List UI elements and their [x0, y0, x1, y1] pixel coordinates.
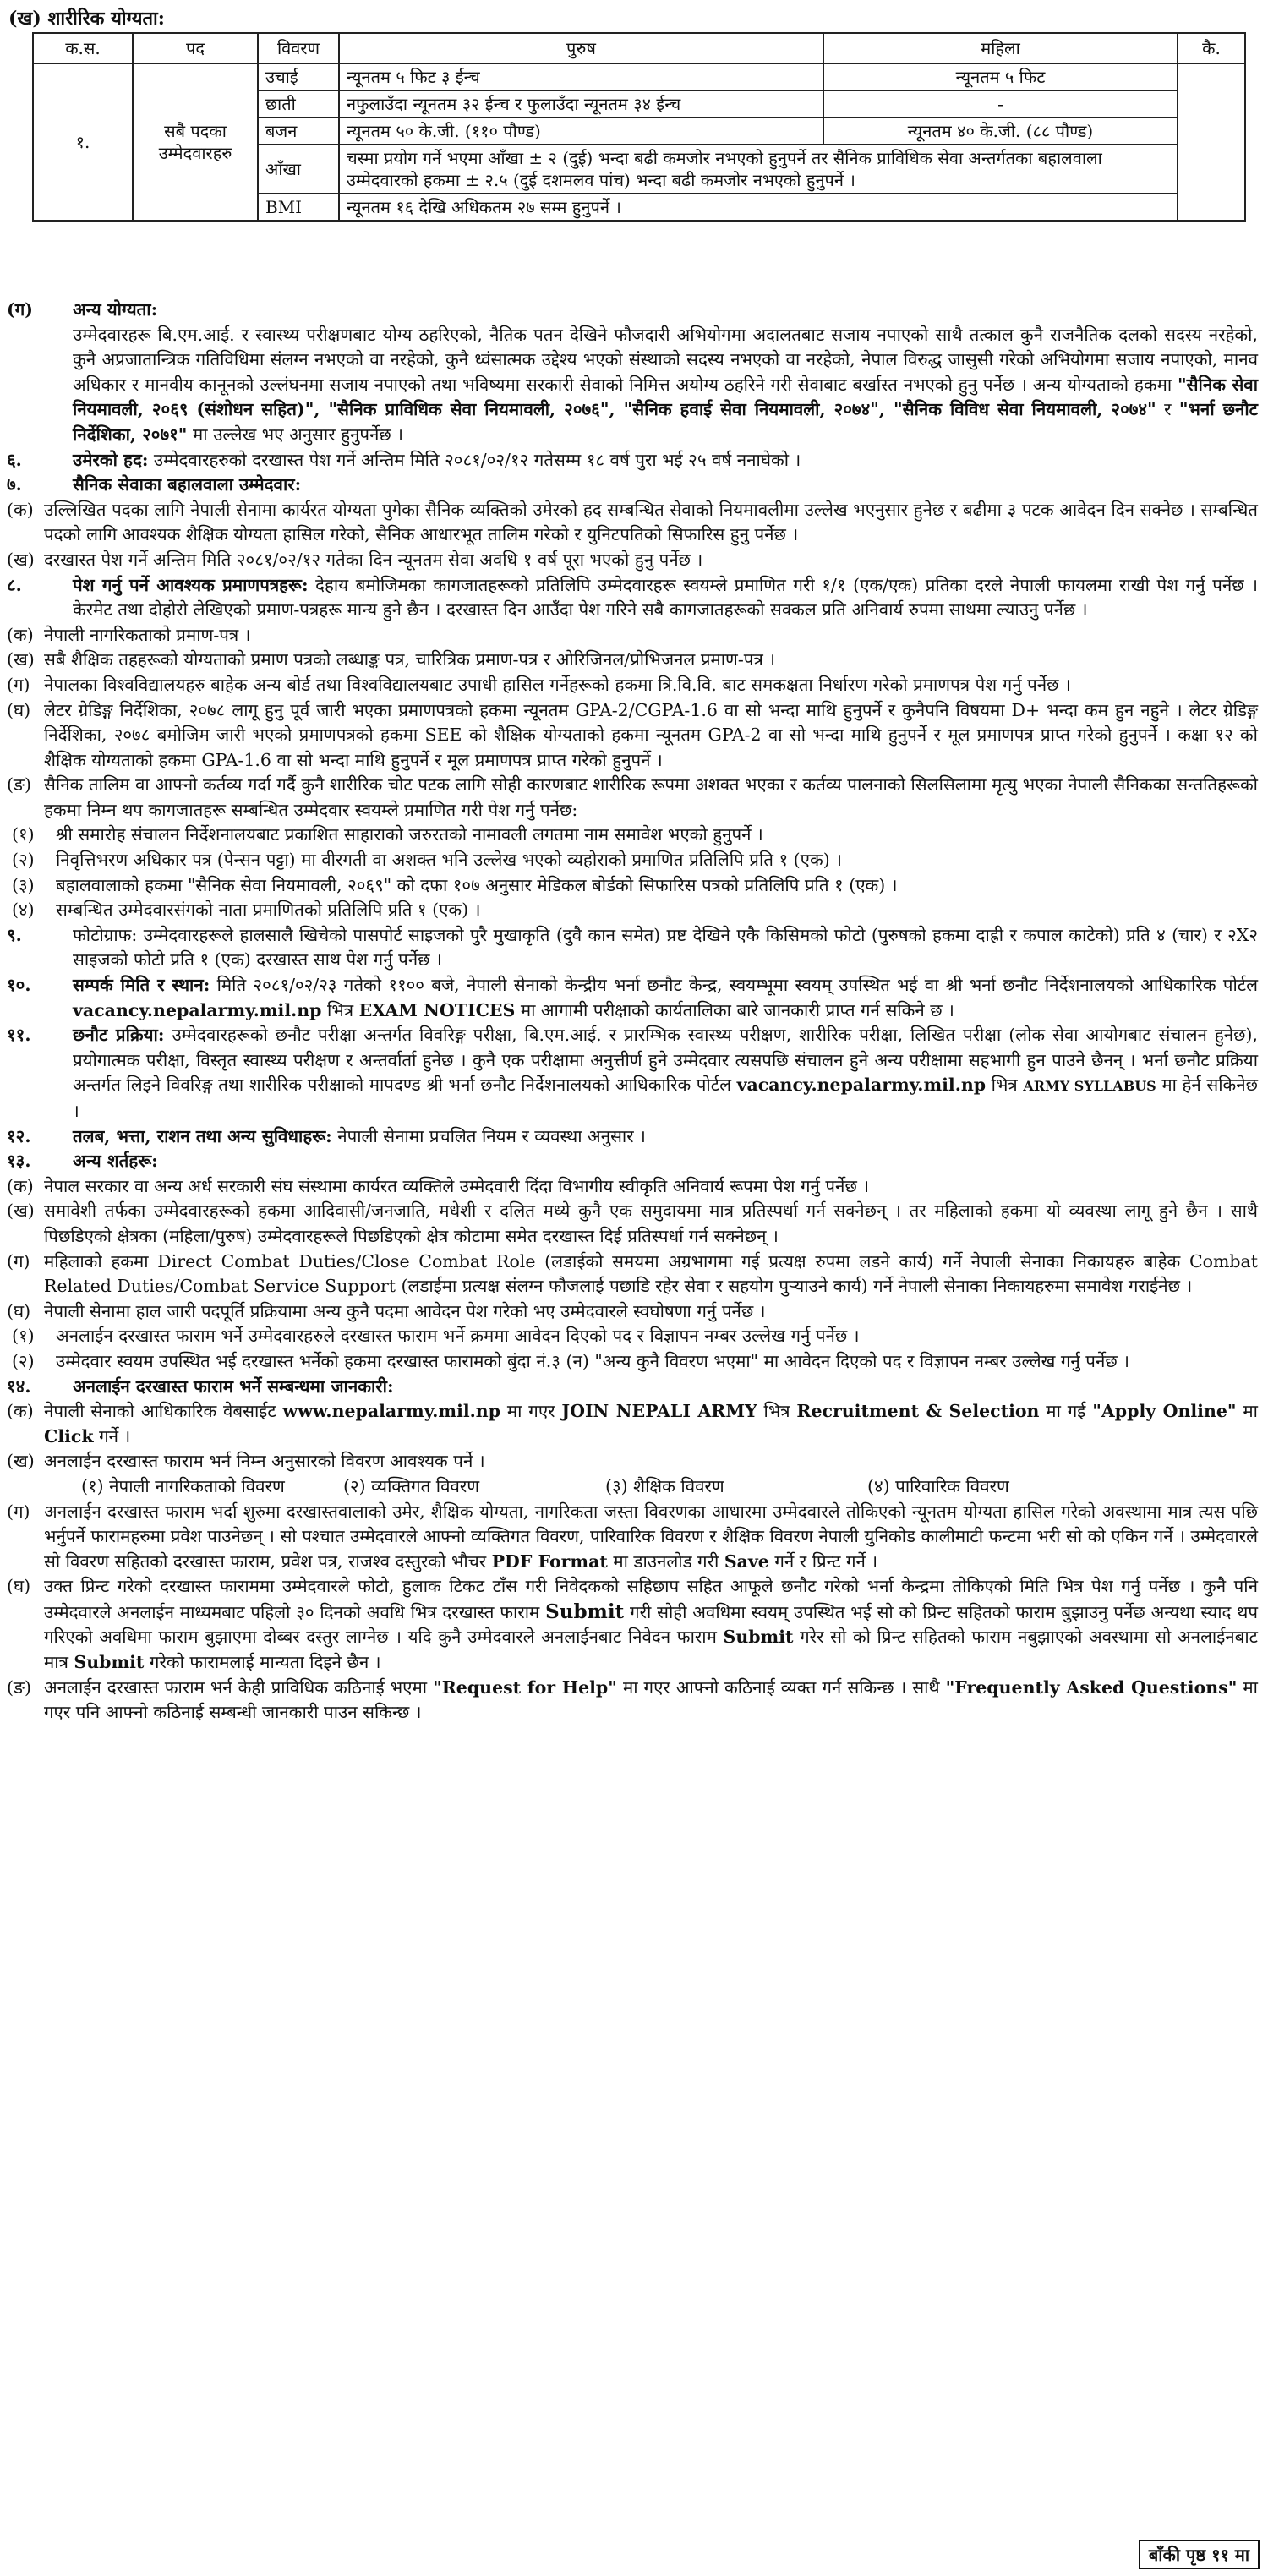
item-label: (१) [12, 1326, 35, 1347]
paragraph-text: भित्र [757, 1401, 797, 1422]
section-heading: अन्य योग्यता: [73, 299, 158, 320]
table-header-row [33, 33, 1245, 63]
paragraph-text: मिति २०८१/०२/२३ गतेको ११०० बजे, नेपाली सेनाको केन्द्रीय भर्ना छनौट केन्द्र, स्वयम्भूमा स्वयम् उपस्थित भई वा श्री भर्ना छनौट निर्देशनालयको आधिकारिक पोर्टल [210, 975, 1259, 996]
notice-body [0, 298, 1268, 1726]
list-item [0, 673, 1268, 698]
section-text: फोटोग्राफ: उम्मेदवारहरूले हालसालै खिचेको पासपोर्ट साइजको पुरै मुखाकृति (दुवै कान समेत) प्रष्ट देखिने एकै किसिमको फोटो (पुरुषको हकमा दाह्री र कपाल काटेको) प्रति ४ (चार) र २X२ साइजको फोटो प्रति १ (एक) दरखास्त साथ पेश गर्नु पर्नेछ । [73, 924, 1258, 971]
item-text: अनलाईन दरखास्त फाराम भर्न निम्न अनुसारको विवरण आवश्यक पर्ने । [44, 1451, 485, 1472]
item-text: दरखास्त पेश गर्ने अन्तिम मिति २०८१/०२/१२ गतेका दिन न्यूनतम सेवा अवधि १ वर्ष पूरा भएको हुनु पर्नेछ । [44, 549, 703, 570]
section-text [73, 1124, 1268, 1150]
paragraph-text: मा उल्लेख भए अनुसार हुनुपर्नेछ । [187, 424, 404, 445]
list-item [0, 548, 1268, 573]
item-label: (३) [12, 874, 35, 895]
item-label: (क) [7, 499, 34, 520]
bold-text: JOIN NEPALI ARMY [561, 1401, 757, 1422]
item-text: उम्मेदवार स्वयम उपस्थित भई दरखास्त भर्नेको हकमा दरखास्त फारामको बुंदा नं.३ (न) "अन्य कुनै विवरण भएमा" मा आवेदन दिएको पद र विज्ञापन नम्बर उल्लेख गर्नु पर्नेछ । [56, 1350, 1129, 1371]
list-item [0, 623, 1268, 648]
col-header-post: पद [133, 33, 258, 63]
cell-chest-female: - [823, 90, 1178, 118]
list-item: (२) व्यक्तिगत विवरण [343, 1475, 480, 1496]
item-text: नेपालका विश्वविद्यालयहरु बाहेक अन्य बोर्ड तथा विश्वविद्यालयबाट उपाधी हासिल गर्नेहरूको हकमा त्रि.वि.वि. बाट समकक्षता निर्धारण गरेको प्रमाणपत्र पेश गर्नु पर्नेछ । [44, 674, 1071, 695]
bold-text: Recruitment & Selection [796, 1401, 1040, 1422]
bold-text: Submit [723, 1627, 794, 1648]
cell-sn: १. [33, 63, 133, 221]
table-row [33, 63, 1245, 90]
section-photograph [0, 923, 1268, 973]
section-age-limit [0, 448, 1268, 473]
item-label: (क) [7, 1401, 34, 1422]
list-item [0, 1500, 1268, 1575]
section-number: १४. [7, 1376, 31, 1397]
section-other-qualification [0, 298, 1268, 448]
item-text: नेपाली नागरिकताको प्रमाण-पत्र । [44, 624, 251, 645]
cell-bmi-text: न्यूनतम १६ देखि अधिकतम २७ सम्म हुनुपर्ने । [339, 194, 1178, 221]
paragraph-text: र [1156, 399, 1179, 420]
col-header-sn: क.स. [33, 33, 133, 63]
section-heading: अनलाईन दरखास्त फाराम भर्ने सम्बन्धमा जानकारी: [73, 1376, 394, 1397]
bold-text: Click [44, 1425, 94, 1447]
paragraph-text: मा [1236, 1401, 1258, 1422]
section-salary [0, 1124, 1268, 1150]
paragraph-text: गरी सोही अवधिमा स्वयम् उपस्थित भई सो को प्रिन्ट सहितको फाराम बुझाउनु पर्नेछ अन्यथा स्याद थप गरिएको अवधिमा फाराम बुझाएमा दोब्बर दस्तुर लाग्नेछ । यदि कुनै उम्मेदवारले अनलाईनबाट निवेदन फाराम [44, 1601, 1258, 1648]
portal-link[interactable]: vacancy.nepalarmy.mil.np [73, 999, 322, 1020]
col-header-remarks: कै. [1178, 33, 1245, 63]
list-item [0, 698, 1268, 774]
section-heading: सैनिक सेवाका बहालवाला उम्मेदवार: [73, 474, 302, 495]
paragraph-text: भित्र [986, 1075, 1024, 1096]
item-text: सम्बन्धित उम्मेदवारसंगको नाता प्रमाणितको प्रतिलिपि प्रति १ (एक) । [56, 900, 481, 921]
item-label: (ग) [7, 674, 30, 695]
bold-text: "Request for Help" [433, 1676, 617, 1698]
section-required-documents [0, 573, 1268, 623]
list-item [0, 1199, 1268, 1249]
paragraph-text: मा हेर्न सकिनेछ । [73, 1075, 1258, 1121]
cell-eye-text: चस्मा प्रयोग गर्ने भएमा आँखा ± २ (दुई) भन्दा बढी कमजोर नभएको हुनुपर्ने तर सैनिक प्राविधिक सेवा अन्तर्गतका बहालवाला उम्मेदवारको हकमा ± २.५ (दुई दशमलव पांच) भन्दा बढी कमजोर नभएको हुनुपर्ने । [339, 145, 1178, 194]
list-item [0, 773, 1268, 823]
item-label: (२) [12, 850, 35, 871]
item-text: अनलाईन दरखास्त फाराम भर्ने उम्मेदवारहरुले दरखास्त फाराम भर्ने क्रममा आवेदन दिएको पद र विज्ञापन नम्बर उल्लेख गर्नु पर्नेछ । [56, 1326, 860, 1347]
bold-text: Submit [74, 1652, 145, 1673]
paragraph-text: नेपाली सेनामा प्रचलित नियम र व्यवस्था अनुसार । [331, 1125, 646, 1146]
item-label: (ख) [7, 1451, 35, 1472]
section-number: ७. [7, 474, 22, 495]
paragraph-text: देहाय बमोजिमका कागजातहरूको प्रतिलिपि उम्मेदवारहरू स्वयम्ले प्रमाणित गरी १/१ (एक/एक) प्रतिका दरले नेपाली फायलमा राखी पेश गर्नु पर्नेछ । केरमेट तथा दोहोरो लेखिएको प्रमाण-पत्रहरू मान्य हुने छैन । दरखास्त दिन आउँदा पेश गरिने सबै कागजातहरूको सक्कल प्रति अनिवार्य रुपमा साथमा ल्याउनु पर्नेछ । [73, 574, 1258, 621]
section-number: ९. [7, 924, 22, 945]
paragraph-text: मा डाउनलोड गरी [607, 1551, 724, 1572]
item-text [44, 1500, 1268, 1575]
paragraph-text: गर्ने । [93, 1425, 131, 1447]
sub-list-item [0, 1349, 1268, 1375]
cell-remarks [1178, 63, 1245, 221]
bold-text: EXAM NOTICES [358, 999, 516, 1020]
item-label: (२) [12, 1350, 35, 1371]
section-number: १३. [7, 1151, 31, 1172]
item-label: (क) [7, 624, 34, 645]
cell-height-female: न्यूनतम ५ फिट [823, 63, 1178, 90]
portal-link[interactable]: vacancy.nepalarmy.mil.np [736, 1075, 987, 1096]
section-heading: अन्य शर्तहरू: [73, 1151, 158, 1172]
section-title-physical: (ख) शारीरिक योग्यता: [8, 8, 165, 30]
item-text: निवृत्तिभरण अधिकार पत्र (पेन्सन पट्टा) मा वीरगती वा अशक्त भनि उल्लेख भएको व्यहोराको प्रमाणित प्रतिलिपि प्रति १ (एक) । [56, 850, 843, 871]
sub-list-item [0, 848, 1268, 873]
section-text [73, 573, 1268, 623]
section-text [73, 448, 1268, 473]
item-text: बहालवालाको हकमा "सैनिक सेवा नियमावली, २०६९" को दफा १०७ अनुसार मेडिकल बोर्डको सिफारिस पत्रको प्रतिलिपि प्रति १ (एक) । [56, 874, 898, 895]
section-label: (ग) [7, 299, 33, 320]
item-text: सबै शैक्षिक तहहरूको योग्यताको प्रमाण पत्रको लब्धाङ्क पत्र, चारित्रिक प्रमाण-पत्र र ओरिजिनल/प्रोभिजनल प्रमाण-पत्र । [44, 649, 776, 670]
item-text: नेपाल सरकार वा अन्य अर्ध सरकारी संघ संस्थामा कार्यरत व्यक्तिले उम्मेदवारी दिंदा विभागीय स्वीकृति अनिवार्य रूपमा पेश गर्नु पर्नेछ । [44, 1175, 870, 1196]
section-number: १०. [7, 975, 31, 996]
bold-text: ARMY SYLLABUS [1023, 1078, 1156, 1095]
paragraph-text: उक्त प्रिन्ट गरेको दरखास्त फाराममा उम्मेदवारले फोटो, हुलाक टिकट टाँस गरी निवेदकको सहिछाप सहित आफूले छनौट गरेको भर्ना केन्द्रमा तोकिएको मिति भित्र पेश गर्नु पर्नेछ । कुनै पनि उम्मेदवारले अनलाईन माध्यमबाट पहिलो ३० दिनको अवधि भित्र दरखास्त फाराम [44, 1576, 1258, 1622]
item-label: (१) [12, 824, 35, 845]
section-heading: छनौट प्रक्रिया: [73, 1025, 165, 1046]
cell-weight-male: न्यूनतम ५० के.जी. (११० पौण्ड) [339, 118, 823, 145]
section-selection-process [0, 1023, 1268, 1124]
item-label: (ख) [7, 1200, 35, 1222]
list-item: (१) नेपाली नागरिकताको विवरण [81, 1475, 285, 1496]
list-item: (४) पारिवारिक विवरण [867, 1475, 1009, 1496]
cell-height-label: उचाई [258, 63, 339, 90]
item-label: (ख) [7, 649, 35, 670]
cell-eye-label: आँखा [258, 145, 339, 194]
cell-height-male: न्यूनतम ५ फिट ३ ईन्च [339, 63, 823, 90]
list-item [0, 1250, 1268, 1299]
paragraph-text: मा गएर आफ्नो कठिनाई व्यक्त गर्न सकिन्छ । साथै [616, 1676, 946, 1698]
col-header-female: महिला [823, 33, 1178, 63]
item-text: लेटर ग्रेडिङ्ग निर्देशिका, २०७८ लागू हुनु पूर्व जारी भएका प्रमाणपत्रको हकमा न्यूनतम GPA-2/CGPA-1.6 वा सो भन्दा माथि हुनुपर्ने र कुनैपनि विषयमा D+ भन्दा कम हुन नहुने । लेटर ग्रेडिङ्ग निर्देशिका, २०७८ बमोजिम जारी भएको प्रमाणपत्रको हकमा SEE को शैक्षिक योग्यताको हकमा न्यूनतम GPA-2 वा सो भन्दा माथि हुनुपर्ने र मूल प्रमाणपत्र प्राप्त गरेको हुनुपर्ने । कक्षा १२ को शैक्षिक योग्यताको हकमा GPA-1.6 वा सो भन्दा माथि हुनुपर्ने र मूल प्रमाणपत्र प्राप्त गरेको हुनुपर्ने । [44, 699, 1258, 770]
paragraph-text: मा आगामी परीक्षाको कार्यतालिका बारे जानकारी प्राप्त गर्न सकिने छ । [515, 999, 954, 1020]
section-number: ८. [7, 574, 22, 595]
item-text [44, 1574, 1268, 1675]
list-item [0, 1574, 1268, 1675]
paragraph-text: उम्मेदवारहरूको छनौट परीक्षा अन्तर्गत विवरिङ्ग परीक्षा, बि.एम.आई. र प्रारम्भिक स्वास्थ्य परीक्षण, शारीरिक परीक्षा, लिखित परीक्षा (लोक सेवा आयोगबाट संचालन हुनेछ), प्रयोगात्मक परीक्षा, विस्तृत स्वास्थ्य परीक्षण र अन्तर्वार्ता हुनेछ । कुनै एक परीक्षामा अनुत्तीर्ण हुने उम्मेदवार त्यसपछि संचालन हुने अन्य परीक्षामा सहभागी हुन पाउने छैनन् । भर्ना छनौट प्रक्रिया अन्तर्गत लिइने विवरिङ्ग तथा शारीरिक परीक्षाको मापदण्ड श्री भर्ना छनौट निर्देशनालयको आधिकारिक पोर्टल [73, 1025, 1258, 1096]
paragraph-text: गरेको फारामलाई मान्यता दिइने छैन । [144, 1652, 381, 1673]
item-label: (क) [7, 1175, 34, 1196]
sub-list-item [0, 1324, 1268, 1349]
required-details-list [81, 1474, 1268, 1500]
col-header-male: पुरुष [339, 33, 823, 63]
section-contact [0, 973, 1268, 1023]
item-label: (ख) [7, 549, 35, 570]
item-label: (ग) [7, 1250, 30, 1272]
bold-text: "सैनिक सेवा नियमावली, २०६९ (संशोधन सहित)", "सैनिक प्राविधिक सेवा नियमावली, २०७६", "सैनिक हवाई सेवा नियमावली, २०७४", "सैनिक विविध सेवा नियमावली, २०७४" [73, 374, 1259, 420]
bold-text: "Frequently Asked Questions" [945, 1676, 1238, 1698]
sub-list-item [0, 898, 1268, 923]
physical-fitness-table [32, 32, 1246, 222]
cell-post: सबै पदका उम्मेदवारहरु [133, 63, 258, 221]
item-text: सैनिक तालिम वा आफ्नो कर्तव्य गर्दा गर्दै कुनै शारीरिक चोट पटक लागि सोही कारणबाट शारीरिक रूपमा अशक्त भएका र कर्तव्य पालनाको सिलसिलामा मृत्यु भएका नेपाली सैनिकका सन्ततिहरूको हकमा निम्न थप कागजातहरू सम्बन्धित उम्मेदवार स्वयम्ले प्रमाणित गरी पेश गर्नु पर्नेछ: [44, 774, 1258, 820]
paragraph-text: भित्र [321, 999, 359, 1020]
paragraph-text: मा गएर [500, 1401, 562, 1422]
bold-text: PDF Format [491, 1551, 608, 1572]
item-label: (ङ) [7, 1676, 32, 1698]
item-label: (घ) [7, 699, 31, 720]
sub-list-item [0, 823, 1268, 848]
section-text [73, 973, 1268, 1023]
continued-label: बाँकी पृष्ठ ११ मा [1139, 2540, 1260, 2569]
bold-text: "Apply Online" [1092, 1401, 1237, 1422]
section-other-conditions [0, 1149, 1268, 1174]
cell-weight-label: बजन [258, 118, 339, 145]
item-label: (घ) [7, 1576, 31, 1597]
section-heading: तलब, भत्ता, राशन तथा अन्य सुविधाहरू: [73, 1125, 332, 1146]
sub-list-item [0, 873, 1268, 899]
paragraph-text: मा गएर पनि आफ्नो कठिनाई सम्बन्धी जानकारी पाउन सकिन्छ । [44, 1676, 1258, 1723]
section-number: ११. [7, 1025, 31, 1046]
item-label: (घ) [7, 1300, 31, 1321]
cell-weight-female: न्यूनतम ४० के.जी. (८८ पौण्ड) [823, 118, 1178, 145]
item-text: उल्लिखित पदका लागि नेपाली सेनामा कार्यरत योग्यता पुगेका सैनिक व्यक्तिको उमेरको हद सम्बन्धित सेवाको नियमावलीमा उल्लेख भएनुसार हुनेछ र बढीमा ३ पटक आवेदन दिन सक्नेछ । सम्बन्धित पदको लागि आवश्यक शैक्षिक योग्यता हासिल गरेको, सैनिक आधारभूत तालिम गरेको र युनिटपतिको सिफारिस हुनु पर्नेछ । [44, 499, 1258, 545]
section-heading: सम्पर्क मिति र स्थान: [73, 975, 210, 996]
list-item [0, 1676, 1268, 1726]
paragraph-text: गरेर सो को प्रिन्ट सहितको फाराम नबुझाएको अवस्थामा सो अनलाईनबाट मात्र [44, 1627, 1259, 1673]
list-item [0, 648, 1268, 673]
paragraph-text: उम्मेदवारहरू बि.एम.आई. र स्वास्थ्य परीक्षणबाट योग्य ठहरिएको, नैतिक पतन देखिने फौजदारी अभियोगमा अदालतबाट सजाय नपाएको साथै तत्काल कुनै राजनैतिक दलको सदस्य नरहेको, कुनै अप्रजातान्त्रिक गतिविधिमा संलग्न नभएको वा नरहेको, कुनै ध्वंसात्मक उद्देश्य भएको संस्थाको सदस्य नभएको वा नरहेको, नेपाल विरुद्ध जासुसी गरेको अभियोगमा सजाय नपाएको, मानव अधिकार र मानवीय कानूनको उल्लंघनमा सजाय नपाएको तथा भविष्यमा सरकारी सेवाको निमित्त अयोग्य ठहरिने गरी सेवाबाट बर्खास्त नभएको हुनु पर्नेछ । अन्य योग्यताको हकमा [73, 324, 1258, 395]
paragraph-text: उम्मेदवारहरुको दरखास्त पेश गर्ने अन्तिम मिति २०८१/०२/१२ गतेसम्म १८ वर्ष पुरा भई २५ वर्ष ननाघेको । [148, 449, 801, 470]
list-item [0, 1449, 1268, 1474]
item-label: (ग) [7, 1501, 30, 1522]
section-number: १२. [7, 1125, 31, 1146]
item-text: श्री समारोह संचालन निर्देशनालयबाट प्रकाशित साहाराको जरुरतको नामावली लगतमा नाम समावेश भएको हुनुपर्ने । [56, 824, 763, 845]
website-link[interactable]: www.nepalarmy.mil.np [282, 1401, 501, 1422]
section-number: ६. [7, 449, 22, 470]
section-heading: उमेरको हद: [73, 449, 149, 470]
paragraph-text: गर्ने र प्रिन्ट गर्ने । [768, 1551, 878, 1572]
col-header-detail: विवरण [258, 33, 339, 63]
item-text [44, 1399, 1268, 1449]
bold-text: Save [724, 1551, 769, 1572]
bold-text: Submit [545, 1600, 625, 1623]
paragraph-text: अनलाईन दरखास्त फाराम भर्न केही प्राविधिक कठिनाई भएमा [44, 1676, 434, 1698]
bold-text: "भर्ना छनौट निर्देशिका, २०७१" [73, 399, 1258, 445]
paragraph-text: मा गई [1039, 1401, 1093, 1422]
item-text [44, 1676, 1268, 1726]
section-heading: पेश गर्नु पर्ने आवश्यक प्रमाणपत्रहरू: [73, 574, 309, 595]
item-text: महिलाको हकमा Direct Combat Duties/Close Combat Role (लडाईको समयमा अग्रभागमा गई प्रत्यक्ष रुपमा लडने कार्य) गर्ने नेपाली सेनाका निकायहरु बाहेक Combat Related Duties/Combat Service Support (लडाईमा प्रत्यक्ष संलग्न फौजलाई पछाडि रहेर सेवा र सहयोग पुऱ्याउने कार्य) गर्ने नेपाली सेनाका निकायहरुमा समावेश गराईनेछ । [44, 1250, 1258, 1297]
cell-chest-label: छाती [258, 90, 339, 118]
section-online-application [0, 1375, 1268, 1400]
continued-note [1139, 2540, 1260, 2569]
list-item [0, 1399, 1268, 1449]
section-text [73, 298, 1268, 448]
paragraph-text: नेपाली सेनाको आधिकारिक वेबसाईट [44, 1401, 283, 1422]
list-item [0, 1299, 1268, 1325]
list-item [0, 1174, 1268, 1200]
paragraph-text: अनलाईन दरखास्त फाराम भर्दा शुरुमा दरखास्तवालाको उमेर, शैक्षिक योग्यता, नागरिकता जस्ता विवरणका आधारमा उम्मेदवारले तोकिएको न्यूनतम योग्यता हासिल गरेको अवस्थामा मात्र त्यस पछि भर्नुपर्ने फारामहरुमा प्रवेश पाउनेछन् । सो पश्चात उम्मेदवारले आफ्नो व्यक्तिगत विवरण, पारिवारिक विवरण र शैक्षिक विवरण नेपाली युनिकोड कालीमाटी फन्टमा भरी सो को एकिन गर्ने । उम्मेदवारले सो विवरण सहितको दरखास्त फाराम, प्रवेश पत्र, राजश्व दस्तुरको भौचर [44, 1501, 1258, 1572]
item-label: (४) [12, 900, 35, 921]
list-item [0, 498, 1268, 548]
list-item: (३) शैक्षिक विवरण [605, 1475, 724, 1496]
section-serving-candidates [0, 473, 1268, 498]
item-label: (ङ) [7, 774, 32, 796]
cell-chest-male: नफुलाउँदा न्यूनतम ३२ ईन्च र फुलाउँदा न्यूनतम ३४ ईन्च [339, 90, 823, 118]
item-text: नेपाली सेनामा हाल जारी पदपूर्ति प्रक्रियामा अन्य कुनै पदमा आवेदन पेश गरेको भए उम्मेदवारले स्वघोषणा गर्नु पर्नेछ । [44, 1300, 766, 1321]
item-text: समावेशी तर्फका उम्मेदवारहरूको हकमा आदिवासी/जनजाति, मधेशी र दलित मध्ये कुनै एक समुदायमा मात्र प्रतिस्पर्धा गर्न सक्नेछन् । तर महिलाको हकमा यो व्यवस्था लागू हुने छैन । साथै पिछडिएको क्षेत्रका (महिला/पुरुष) उम्मेदवारहरूले पिछडिएको क्षेत्र कोटामा समेत दरखास्त दिई प्रतिस्पर्धा गर्न सक्नेछन् । [44, 1200, 1258, 1246]
cell-bmi-label: BMI [258, 194, 339, 221]
section-text [73, 1023, 1268, 1124]
